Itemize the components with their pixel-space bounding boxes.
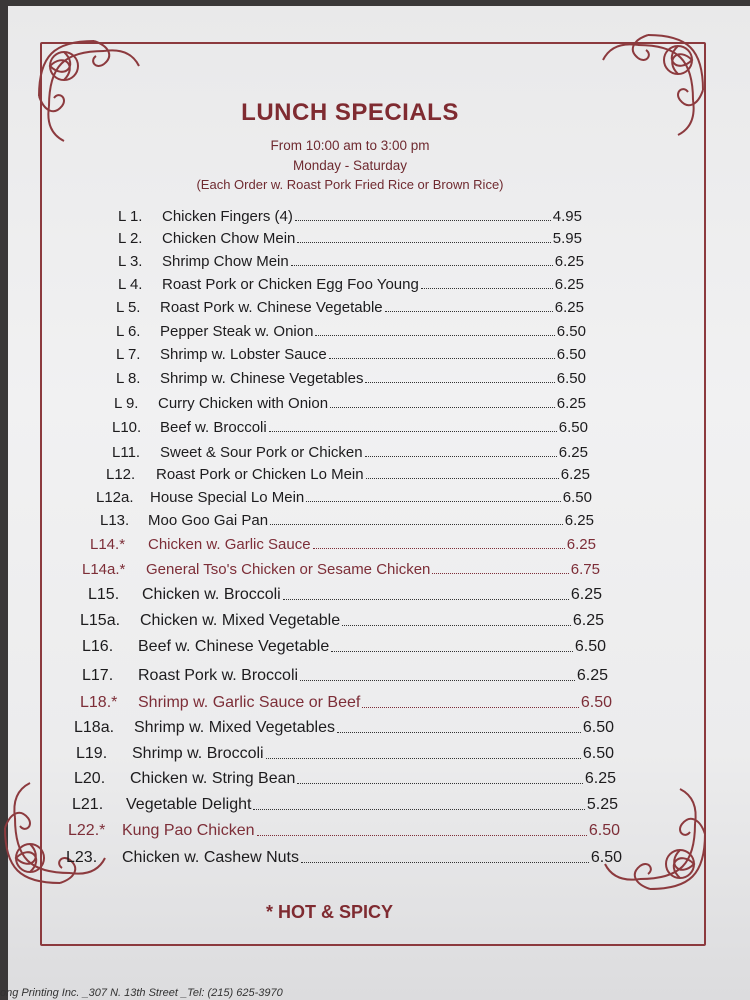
menu-hours: From 10:00 am to 3:00 pm [270, 138, 430, 153]
menu-item-name: Shrimp w. Mixed Vegetables [134, 719, 335, 736]
dot-leader [313, 547, 565, 549]
dot-leader [331, 650, 573, 652]
menu-item-code: L 7. [116, 346, 141, 363]
menu-item-price: 6.25 [576, 667, 608, 684]
menu-item-code: L 3. [118, 253, 143, 270]
menu-item-name: Chicken w. Mixed Vegetable [140, 612, 341, 629]
dot-leader [283, 598, 569, 600]
menu-item-name: Shrimp w. Broccoli [132, 745, 264, 762]
menu-item-row [118, 230, 582, 247]
menu-item-row [68, 822, 620, 840]
dot-leader [270, 523, 563, 525]
menu-item-price: 6.50 [556, 370, 586, 387]
menu-item-code: L15. [88, 586, 120, 603]
menu-item-row [80, 694, 612, 712]
dot-leader [330, 406, 555, 408]
menu-item-code: L16. [82, 638, 114, 655]
menu-item-row [106, 466, 590, 483]
dot-leader [365, 455, 557, 457]
menu-item-code: L 4. [118, 276, 143, 293]
dot-leader [315, 334, 554, 336]
dot-leader [366, 477, 559, 479]
dot-leader [300, 679, 575, 681]
menu-days: Monday - Saturday [292, 158, 408, 173]
menu-item-name: Chicken Fingers (4) [162, 208, 293, 225]
menu-item-name: Curry Chicken with Onion [158, 395, 329, 412]
menu-item-name: Chicken w. String Bean [130, 770, 296, 787]
menu-item-price: 6.25 [570, 586, 602, 603]
menu-item-price: 6.50 [556, 323, 586, 340]
menu-item-code: L21. [72, 796, 104, 813]
menu-item-price: 6.25 [566, 536, 596, 553]
menu-item-row [82, 667, 608, 685]
menu-item-code: L19. [76, 745, 108, 762]
menu-item-row [116, 370, 586, 387]
menu-title: LUNCH SPECIALS [241, 99, 459, 126]
menu-item-name: Shrimp w. Chinese Vegetables [160, 370, 364, 387]
menu-item-price: 6.50 [574, 638, 606, 655]
menu-item-price: 6.25 [554, 253, 584, 270]
menu-item-row [72, 796, 618, 814]
menu-item-name: Kung Pao Chicken [122, 822, 255, 839]
menu-item-price: 6.50 [582, 719, 614, 736]
menu-item-name: Vegetable Delight [126, 796, 252, 813]
menu-item-name: Roast Pork w. Broccoli [138, 667, 299, 684]
menu-item-code: L17. [82, 667, 114, 684]
menu-item-code: L14.* [90, 536, 126, 553]
menu-item-code: L13. [100, 512, 130, 529]
menu-item-row [76, 745, 614, 763]
dot-leader [385, 310, 553, 312]
menu-item-name: Chicken w. Broccoli [142, 586, 281, 603]
menu-item-price: 6.25 [564, 512, 594, 529]
dot-leader [269, 430, 557, 432]
menu-item-row [96, 489, 592, 506]
menu-item-code: L 2. [118, 230, 143, 247]
menu-item-code: L 5. [116, 299, 141, 316]
menu-item-price: 6.25 [554, 299, 584, 316]
menu-item-name: Chicken w. Cashew Nuts [122, 849, 299, 866]
menu-item-code: L11. [112, 444, 141, 461]
menu-item-code: L12. [106, 466, 136, 483]
menu-item-row [100, 512, 594, 529]
menu-item-row [80, 612, 604, 630]
menu-item-name: Pepper Steak w. Onion [160, 323, 314, 340]
menu-item-price: 6.50 [588, 822, 620, 839]
menu-item-row [82, 561, 600, 578]
menu-item-code: L18.* [80, 694, 118, 711]
menu-item-name: Beef w. Chinese Vegetable [138, 638, 330, 655]
menu-item-name: House Special Lo Mein [150, 489, 305, 506]
dot-leader [266, 757, 581, 759]
menu-item-row [66, 849, 622, 867]
menu-item-name: Roast Pork or Chicken Lo Mein [156, 466, 364, 483]
menu-item-row [82, 638, 606, 656]
menu-item-code: L 6. [116, 323, 141, 340]
dot-leader [342, 624, 571, 626]
menu-item-name: Shrimp w. Lobster Sauce [160, 346, 327, 363]
menu-item-code: L23. [66, 849, 98, 866]
menu-item-row [118, 276, 584, 293]
menu-item-price: 6.75 [570, 561, 600, 578]
menu-item-row [116, 346, 586, 363]
menu-item-price: 6.25 [560, 466, 590, 483]
menu-item-price: 5.95 [552, 230, 582, 247]
menu-item-price: 6.25 [554, 276, 584, 293]
dot-leader [257, 834, 587, 836]
dot-leader [362, 706, 579, 708]
menu-item-code: L14a.* [82, 561, 126, 578]
menu-item-code: L22.* [68, 822, 106, 839]
menu-item-row [74, 770, 616, 788]
menu-item-row [112, 419, 588, 436]
menu-item-code: L15a. [80, 612, 121, 629]
menu-item-name: Sweet & Sour Pork or Chicken [160, 444, 363, 461]
spicy-legend: * HOT & SPICY [266, 902, 394, 922]
menu-item-code: L12a. [96, 489, 134, 506]
menu-item-code: L20. [74, 770, 106, 787]
menu-item-price: 5.25 [586, 796, 618, 813]
menu-item-row [118, 253, 584, 270]
dot-leader [306, 500, 561, 502]
menu-item-name: General Tso's Chicken or Sesame Chicken [146, 561, 431, 578]
menu-item-price: 6.50 [582, 745, 614, 762]
menu-item-price: 6.25 [558, 444, 588, 461]
printer-footer: ong Printing Inc. _307 N. 13th Street _Tel: (215) 625-3970 [0, 987, 283, 999]
menu-item-code: L 8. [116, 370, 141, 387]
menu-item-row [116, 323, 586, 340]
menu-item-price: 6.50 [562, 489, 592, 506]
menu-item-row [114, 395, 586, 412]
menu-item-price: 4.95 [552, 208, 582, 225]
menu-item-price: 6.50 [558, 419, 588, 436]
menu-item-name: Chicken Chow Mein [162, 230, 296, 247]
ornament-corner-icon [34, 36, 144, 146]
dot-leader [297, 782, 582, 784]
menu-item-row [88, 586, 602, 604]
menu-item-name: Shrimp w. Garlic Sauce or Beef [138, 694, 361, 711]
menu-item-name: Chicken w. Garlic Sauce [148, 536, 311, 553]
menu-item-name: Roast Pork or Chicken Egg Foo Young [162, 276, 419, 293]
menu-item-code: L 1. [118, 208, 143, 225]
dot-leader [421, 287, 553, 289]
menu-item-price: 6.50 [590, 849, 622, 866]
menu-item-price: 6.50 [580, 694, 612, 711]
dot-leader [297, 241, 550, 243]
dot-leader [301, 861, 589, 863]
menu-item-row [74, 719, 614, 737]
menu-item-price: 6.25 [584, 770, 616, 787]
menu-item-name: Shrimp Chow Mein [162, 253, 289, 270]
menu-item-row [116, 299, 584, 316]
menu-item-code: L10. [112, 419, 142, 436]
menu-item-row [112, 444, 588, 461]
dot-leader [365, 381, 554, 383]
menu-item-name: Roast Pork w. Chinese Vegetable [160, 299, 383, 316]
menu-note: (Each Order w. Roast Pork Fried Rice or Brown Rice) [196, 177, 504, 192]
menu-item-price: 6.50 [556, 346, 586, 363]
menu-item-price: 6.25 [572, 612, 604, 629]
menu-item-row [118, 208, 582, 225]
dot-leader [291, 264, 553, 266]
dot-leader [432, 572, 568, 574]
dot-leader [329, 357, 555, 359]
menu-item-price: 6.25 [556, 395, 586, 412]
dot-leader [337, 731, 581, 733]
dot-leader [295, 219, 551, 221]
menu-item-code: L 9. [114, 395, 139, 412]
menu-item-row [90, 536, 596, 553]
menu-item-name: Moo Goo Gai Pan [148, 512, 269, 529]
menu-item-code: L18a. [74, 719, 115, 736]
menu-item-name: Beef w. Broccoli [160, 419, 267, 436]
dot-leader [253, 808, 584, 810]
